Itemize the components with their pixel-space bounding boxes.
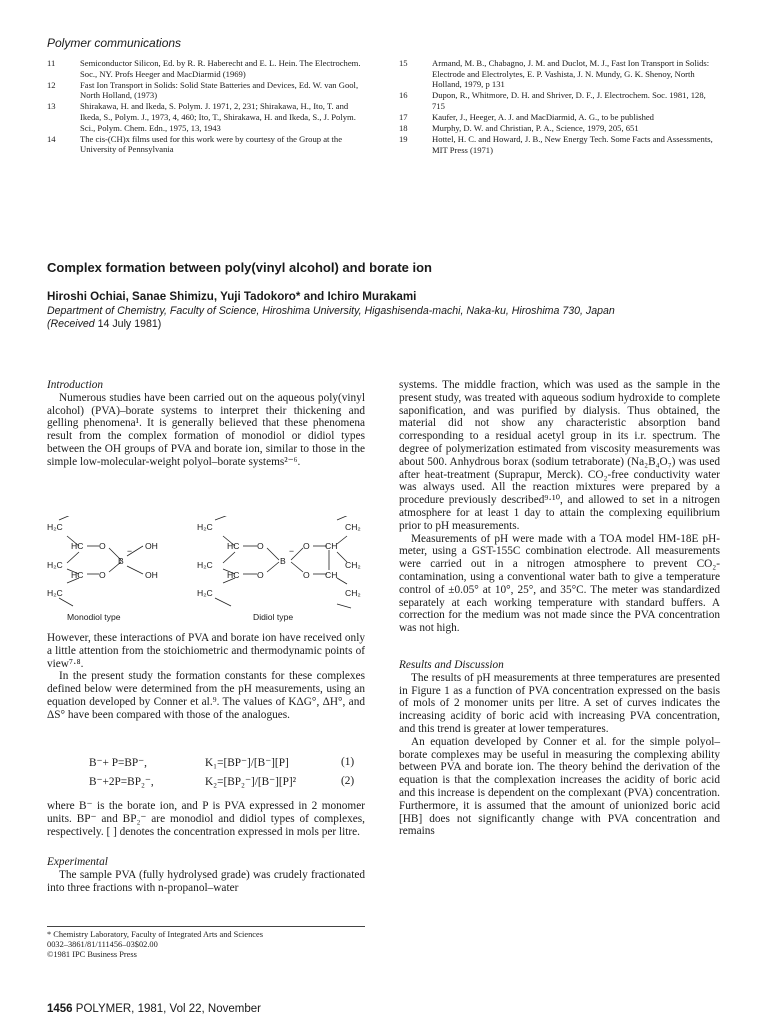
equation-2-constant: K₂=[BP₂⁻]/[B⁻][P]² xyxy=(205,776,297,788)
footnote-copyright: ©1981 IPC Business Press xyxy=(47,950,137,960)
running-header: Polymer communications xyxy=(47,36,182,50)
reference-item: 14 The cis-(CH)x films used for this work were by courtesy of the Group at the University of Pennsylvania xyxy=(47,133,343,155)
didiol-caption: Didiol type xyxy=(253,612,294,622)
reference-item: 16 Dupon, R., Whitmore, D. H. and Shriver, D. F., J. Electrochem. Soc. 1981, 128, 715 xyxy=(399,90,706,111)
o-label: O xyxy=(303,570,310,580)
reference-item: 11 Semiconductor Silicon, Ed. by R. R. Haberecht and E. L. Hein. The Electrochem. Soc., NY. Profs Heeger and MacDiarmid (1969) xyxy=(47,58,361,79)
article-affiliation xyxy=(47,305,747,331)
received-date: (Received 14 July 1981) xyxy=(47,318,162,330)
footnote xyxy=(47,930,367,961)
section-heading-results: Results and Discussion xyxy=(399,658,504,671)
h2c-label: H₂C xyxy=(197,588,213,598)
equation-1-number: (1) xyxy=(341,756,355,768)
o-label: O xyxy=(99,541,106,551)
section-heading-experimental: Experimental xyxy=(47,856,108,869)
monodiol-caption: Monodiol type xyxy=(67,612,121,622)
b-label: B xyxy=(280,556,286,566)
reference-item: 18 Murphy, D. W. and Christian, P. A., Science, 1979, 205, 651 xyxy=(399,123,639,134)
left-column-continued xyxy=(47,632,365,722)
paragraph: The sample PVA (fully hydrolysed grade) was crudely fractionated into three fractions with n-propanol–water xyxy=(47,869,365,894)
oh-label: OH xyxy=(145,541,158,551)
h2c-label: H₂C xyxy=(47,522,63,532)
charge-label: − xyxy=(127,546,133,556)
h2c-label: H₂C xyxy=(47,560,63,570)
equation-2-reaction: B⁻+2P=BP₂⁻, xyxy=(89,776,154,788)
paragraph: In the present study the formation constants for these complexes defined below were determined from the pH measurements, using an equation developed by Conner et al.⁹. The values of KΔG°, ΔH°, and ΔS° have been compared with those of the analogues. xyxy=(47,670,365,721)
right-column xyxy=(399,379,720,838)
structure-figure xyxy=(47,516,365,626)
hc-label: HC xyxy=(71,570,84,580)
footnote-divider xyxy=(47,926,365,927)
journal-citation: POLYMER, 1981, Vol 22, November xyxy=(75,1003,261,1015)
o-label: O xyxy=(303,541,310,551)
article-title: Complex formation between poly(vinyl alcohol) and borate ion xyxy=(47,260,432,275)
o-label: O xyxy=(99,570,106,580)
reference-item: 12 Fast Ion Transport in Solids: Solid State Batteries and Devices, Ed. W. van Gool, North Holland, (1973) xyxy=(47,79,359,101)
section-heading-introduction: Introduction xyxy=(47,379,104,391)
equation-1-constant: K₁=[BP⁻]/[B⁻][P] xyxy=(205,757,289,769)
paragraph: Numerous studies have been carried out on the aqueous poly(vinyl alcohol) (PVA)–borate systems to interpret their thickening and gelling phenomena¹. It is generally believed that these phenomena result from the complex formation of monodiol or didiol types between the OH groups of PVA and borate ion, similar to those in the simple low-molecular-weight polyol–borate systems²⁻⁶. xyxy=(47,391,365,468)
oh-label: OH xyxy=(145,570,158,580)
ch2-label: CH₂ xyxy=(345,588,361,598)
references-left xyxy=(47,58,365,155)
o-label: O xyxy=(257,541,264,551)
left-column-continued-2 xyxy=(47,800,365,895)
equations xyxy=(47,756,365,790)
h2c-label: H₂C xyxy=(197,522,213,532)
paragraph: The results of pH measurements at three temperatures are presented in Figure 1 as a function of PVA concentration expressed on the basis of mols of 2 monomer units per litre. A set of curves indicates the increasing acidity of boric acid with increasing PVA concentration, and this trend is greater at lower temperatures. xyxy=(399,671,720,735)
page-footer xyxy=(47,1003,261,1015)
reference-item: 19 Hottel, H. C. and Howard, J. B., New Energy Tech. Some Facts and Assessments, MIT Press (1971) xyxy=(399,134,713,155)
reference-item: 15 Armand, M. B., Chabagno, J. M. and Duclot, M. J., Fast Ion Transport in Solids: Electrode and Electrolytes, E. P. Vashista, J. N. Mundy, G. K. Shenoy, North Holland, 1979, p 131 xyxy=(399,58,710,90)
h2c-label: H₂C xyxy=(197,560,213,570)
hc-label: HC xyxy=(71,541,84,551)
footnote-affiliation: * Chemistry Laboratory, Faculty of Integrated Arts and Sciences xyxy=(47,930,263,939)
paragraph: systems. The middle fraction, which was used as the sample in the present study, was treated with aqueous sodium hydroxide to complete saponification, and was purified by dialysis. Thus obtained, the material did not show any characteristic absorption band corresponding to a residual acetyl group in its i.r. spectrum. The degree of polymerization estimated from viscosity measurements was about 500. Anhydrous borax (sodium tetraborate) (Na₂B₄O₇) was used after heat-treatment (Suprapur, Merck). CO₂-free conductivity water was always used. All the reaction mixtures were prepared by a procedure previously described⁹·¹⁰, and allowed to set in a nitrogen atmosphere for at least 1 day to attain the complexing equilibrium prior to pH measurements. xyxy=(399,379,720,532)
affiliation-text: Department of Chemistry, Faculty of Science, Hiroshima University, Higashisenda-machi, Naka-ku, Hiroshima 730, Japan xyxy=(47,305,615,317)
ch2-label: CH₂ xyxy=(345,560,361,570)
ch-label: CH xyxy=(325,541,338,551)
references-right xyxy=(399,58,720,156)
left-column xyxy=(47,379,365,469)
page-number: 1456 xyxy=(47,1003,73,1015)
charge-label: − xyxy=(289,546,295,556)
footnote-code: 0032–3861/81/111456–03$02.00 xyxy=(47,940,158,950)
article-authors: Hiroshi Ochiai, Sanae Shimizu, Yuji Tadokoro* and Ichiro Murakami xyxy=(47,290,417,303)
equation-2-number: (2) xyxy=(341,775,355,787)
structure-lines xyxy=(47,516,365,626)
equation-1-reaction: B⁻+ P=BP⁻, xyxy=(89,757,147,769)
paragraph: Measurements of pH were made with a TOA model HM-18E pH-meter, using a GST-155C combination electrode. All measurements were carried out in a nitrogen atmosphere to prevent CO₂-contamination, using a conventional water bath to give a temperature control of ±0.05° at 10°, 25°, and 35°C. The meter was standardized separately at each working temperature with standard buffers. A correction for the medium was not made since the PVA concentration was not high. xyxy=(399,532,720,635)
paragraph: However, these interactions of PVA and borate ion have received only a little attention from the stoichiometric and thermodynamic points of view⁷·⁸. xyxy=(47,632,365,670)
b-label: B xyxy=(118,556,124,566)
ch-label: CH xyxy=(325,570,338,580)
ch2-label: CH₂ xyxy=(345,522,361,532)
paragraph: where B⁻ is the borate ion, and P is PVA expressed in 2 monomer units. BP⁻ and BP₂⁻ are monodiol and didiol types of complexes, respectively. [ ] denotes the concentration expressed in mols per litre. xyxy=(47,800,365,838)
reference-item: 13 Shirakawa, H. and Ikeda, S. Polym. J. 1971, 2, 231; Shirakawa, H., Ito, T. and Ikeda, S., Polym. J., 1973, 4, 460; Ito, T., Shirakawa, H. and Ikeda, S., J. Polym. Sci., Polym. Chem. Edn., 1975, 13, 1943 xyxy=(47,101,356,133)
reference-item: 17 Kaufer, J., Heeger, A. J. and MacDiarmid, A. G., to be published xyxy=(399,111,654,122)
hc-label: HC xyxy=(227,570,240,580)
o-label: O xyxy=(257,570,264,580)
paragraph: An equation developed by Conner et al. for the simple polyol–borate complexes may be useful in measuring the complexing ability between PVA and borate ion. The theory behind the derivation of the equation is that the complexation increases the acidity of boric acid and this increase is dependent on the complexant (PVA) concentration. Furthermore, it is assumed that the amount of unionized boric acid [HB] does not significantly change with PVA concentration and remains xyxy=(399,735,720,838)
hc-label: HC xyxy=(227,541,240,551)
h2c-label: H₂C xyxy=(47,588,63,598)
